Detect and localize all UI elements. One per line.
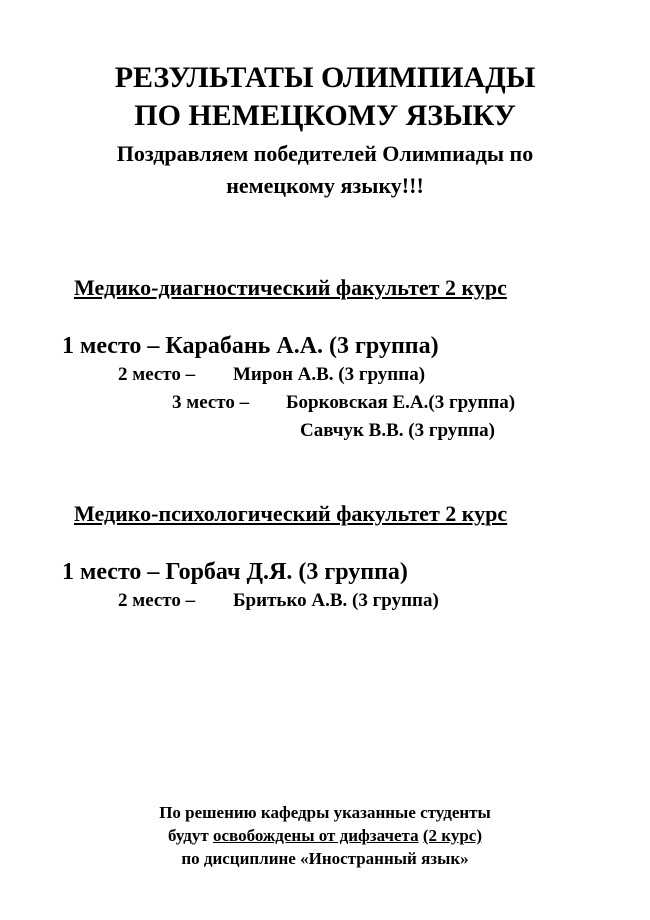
- footer-course-text: (2 курс): [422, 826, 482, 845]
- title-line-2: ПО НЕМЕЦКОМУ ЯЗЫКУ: [134, 99, 516, 132]
- footer-line-1: По решению кафедры указанные студенты: [159, 803, 491, 822]
- footer-line-2: [0, 827, 650, 844]
- first-place-diagnostic: 1 место – Карабань А.А. (3 группа): [62, 333, 439, 359]
- subtitle-line-2: немецкому языку!!!: [226, 173, 424, 198]
- footer-line-3: по дисциплине «Иностранный язык»: [181, 849, 469, 868]
- third-place-name-diagnostic: Борковская Е.А.(3 группа): [286, 392, 516, 413]
- subtitle-line-1: Поздравляем победителей Олимпиады по: [116, 141, 534, 166]
- footer-exemption-text: освобождены от дифзачета: [212, 826, 419, 845]
- second-place-name-diagnostic: Мирон А.В. (3 группа): [233, 364, 426, 385]
- second-place-label-psychological: 2 место –: [118, 590, 196, 611]
- second-place-name-psychological: Бритько А.В. (3 группа): [233, 590, 439, 611]
- second-place-label-diagnostic: 2 место –: [118, 364, 196, 385]
- faculty-heading-diagnostic: Медико-диагностический факультет 2 курс: [74, 275, 507, 300]
- third-place-name-extra-diagnostic: Савчук В.В. (3 группа): [300, 420, 496, 441]
- third-place-label-diagnostic: 3 место –: [172, 392, 250, 413]
- footer-line-2-start: будут: [167, 826, 213, 845]
- title-line-1: РЕЗУЛЬТАТЫ ОЛИМПИАДЫ: [114, 61, 536, 94]
- first-place-psychological: 1 место – Горбач Д.Я. (3 группа): [62, 559, 408, 585]
- faculty-heading-psychological: Медико-психологический факультет 2 курс: [74, 501, 508, 526]
